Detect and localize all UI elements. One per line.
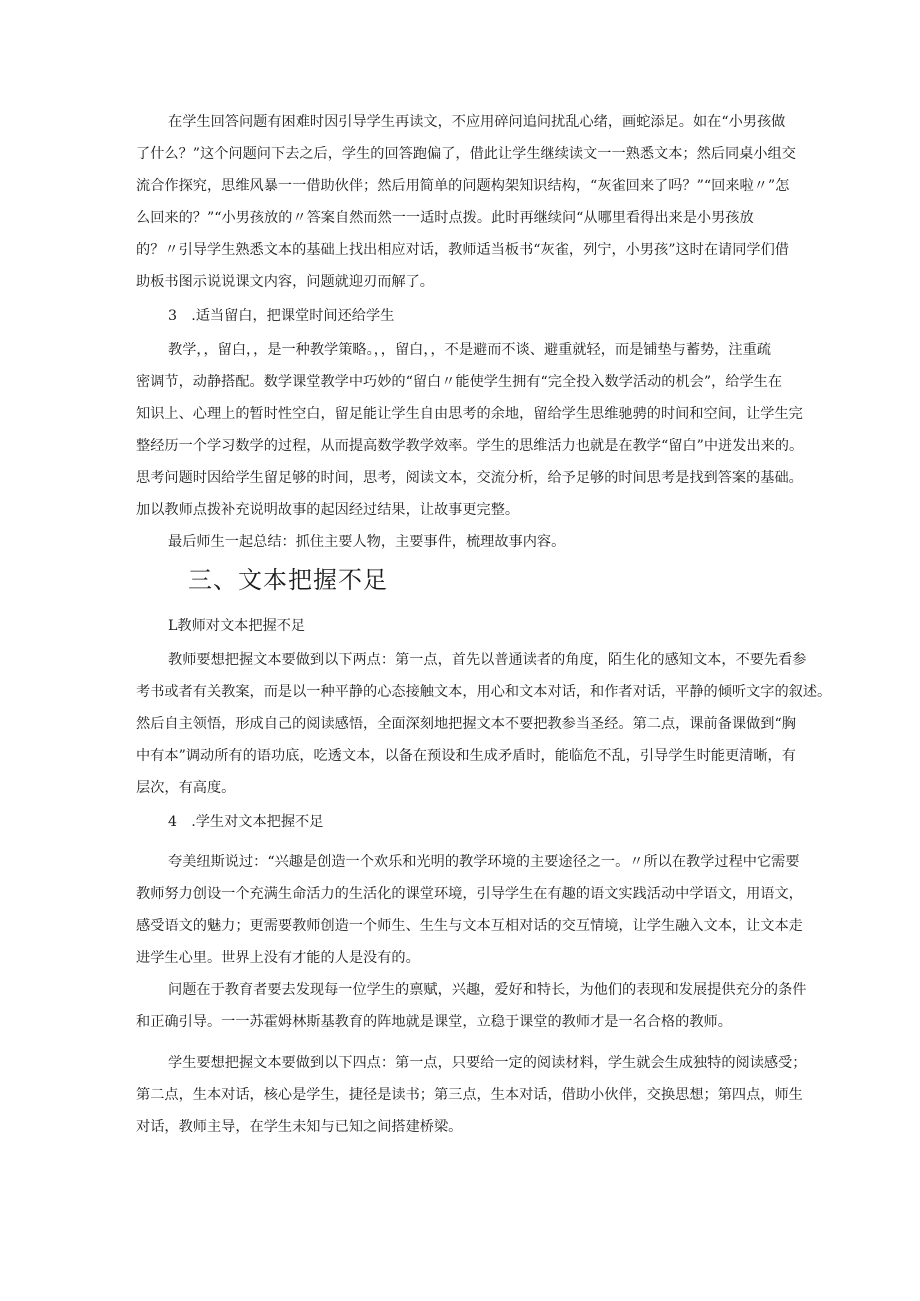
paragraph-line: 整经历一个学习数学的过程，从而提高数学教学效率。学生的思维活力也就是在教学“留白”中迸发出来的。 [136,438,804,454]
subheading-4: 4 .学生对文本把握不足 [168,814,324,830]
paragraph-line: 第二点，生本对话，核心是学生，捷径是读书；第三点，生本对话，借助小伙伴，交换思想；第四点，师生 [136,1087,803,1103]
paragraph-line: 考书或者有关教案，而是以一种平静的心态接触文本，用心和文本对话，和作者对话，平静的倾听文字的叙述。 [136,684,832,700]
paragraph-line: 中有本”调动所有的语功底，吃透文本，以备在预设和生成矛盾时，能临危不乱，引导学生时能更清晰，有 [136,748,796,764]
paragraph-line: 思考问题时因给学生留足够的时间，思考，阅读文本，交流分析，给予足够的时间思考是找到答案的基础。 [136,470,803,486]
section-heading: 三、文本把握不足 [188,566,388,594]
paragraph-line: 然后自主领悟，形成自己的阅读感悟，全面深刻地把握文本不要把教参当圣经。第二点，课前备课做到“胸 [136,716,796,732]
paragraph-line: 知识上、心理上的暂时性空白，留足能让学生自由思考的余地，留给学生思维驰骋的时间和空间，让学生完 [136,406,803,422]
paragraph-line: 的？〃引导学生熟悉文本的基础上找出相应对话，教师适当板书“灰雀，列宁，小男孩”这时在请同学们借 [136,242,789,258]
paragraph-line: 教师努力创设一个充满生命活力的生活化的课堂环境，引导学生在有趣的语文实践活动中学语文，用语文， [136,886,803,902]
paragraph-line: 进学生心里。世界上没有才能的人是没有的。 [136,950,420,966]
paragraph-line: 么回来的？”“小男孩放的〃答案自然而然一一适时点拨。此时再继续问“从哪里看得出来是小男孩放 [136,210,754,226]
paragraph-line: 在学生回答问题有困难时因引导学生再读文，不应用碎问追问扰乱心绪，画蛇添足。如在“小男孩做 [168,114,786,130]
subheading-3: 3 .适当留白，把课堂时间还给学生 [168,308,395,324]
paragraph-line: 层次，有高度。 [136,780,236,796]
paragraph-line: 了什么？”这个问题问下去之后，学生的回答跑偏了，借此让学生继续读文一一熟悉文本；然后同桌小组交 [136,146,796,162]
paragraph-line: 学生要想把握文本要做到以下四点：第一点，只要给一定的阅读材料，学生就会生成独特的阅读感受； [168,1055,807,1071]
paragraph-line: 和正确引导。一一苏霍姆林斯基教育的阵地就是课堂，立稳于课堂的教师才是一名合格的教师。 [136,1014,732,1030]
paragraph-line: 教师要想把握文本要做到以下两点：第一点，首先以普通读者的角度，陌生化的感知文本，不要先看参 [168,652,807,668]
paragraph-line: 夸美纽斯说过：“兴趣是创造一个欢乐和光明的教学环境的主要途径之一。〃所以在教学过程中它需要 [168,854,800,870]
paragraph-line: 感受语文的魅力；更需要教师创造一个师生、生生与文本互相对话的交互情境，让学生融入文本，让文本走 [136,918,803,934]
paragraph-line: 最后师生一起总结：抓住主要人物，主要事件，梳理故事内容。 [168,534,566,550]
subheading-1: L教师对文本把握不足 [168,618,306,634]
paragraph-line: 问题在于教育者要去发现每一位学生的禀赋，兴趣，爱好和特长，为他们的表现和发展提供充分的条件 [168,982,807,998]
paragraph-line: 助板书图示说说课文内容，问题就迎刃而解了。 [136,274,434,290]
paragraph-line: 密调节，动静搭配。数学课堂教学中巧妙的“留白〃能使学生拥有“完全投入数学活动的机会”，给学生在 [136,374,783,390]
paragraph-line: 加以教师点拨补充说明故事的起因经过结果，让故事更完整。 [136,502,520,518]
paragraph-line: 教学，，留白，，是一种教学策略。，，留白，，不是避而不谈、避重就轻，而是铺垫与蓄势，注重疏 [168,342,771,358]
paragraph-line: 对话，教师主导，在学生未知与已知之间搭建桥梁。 [136,1119,463,1135]
paragraph-line: 流合作探究，思维风暴一一借助伙伴；然后用简单的问题构架知识结构，“灰雀回来了吗？”“回来啦〃”怎 [136,178,790,194]
